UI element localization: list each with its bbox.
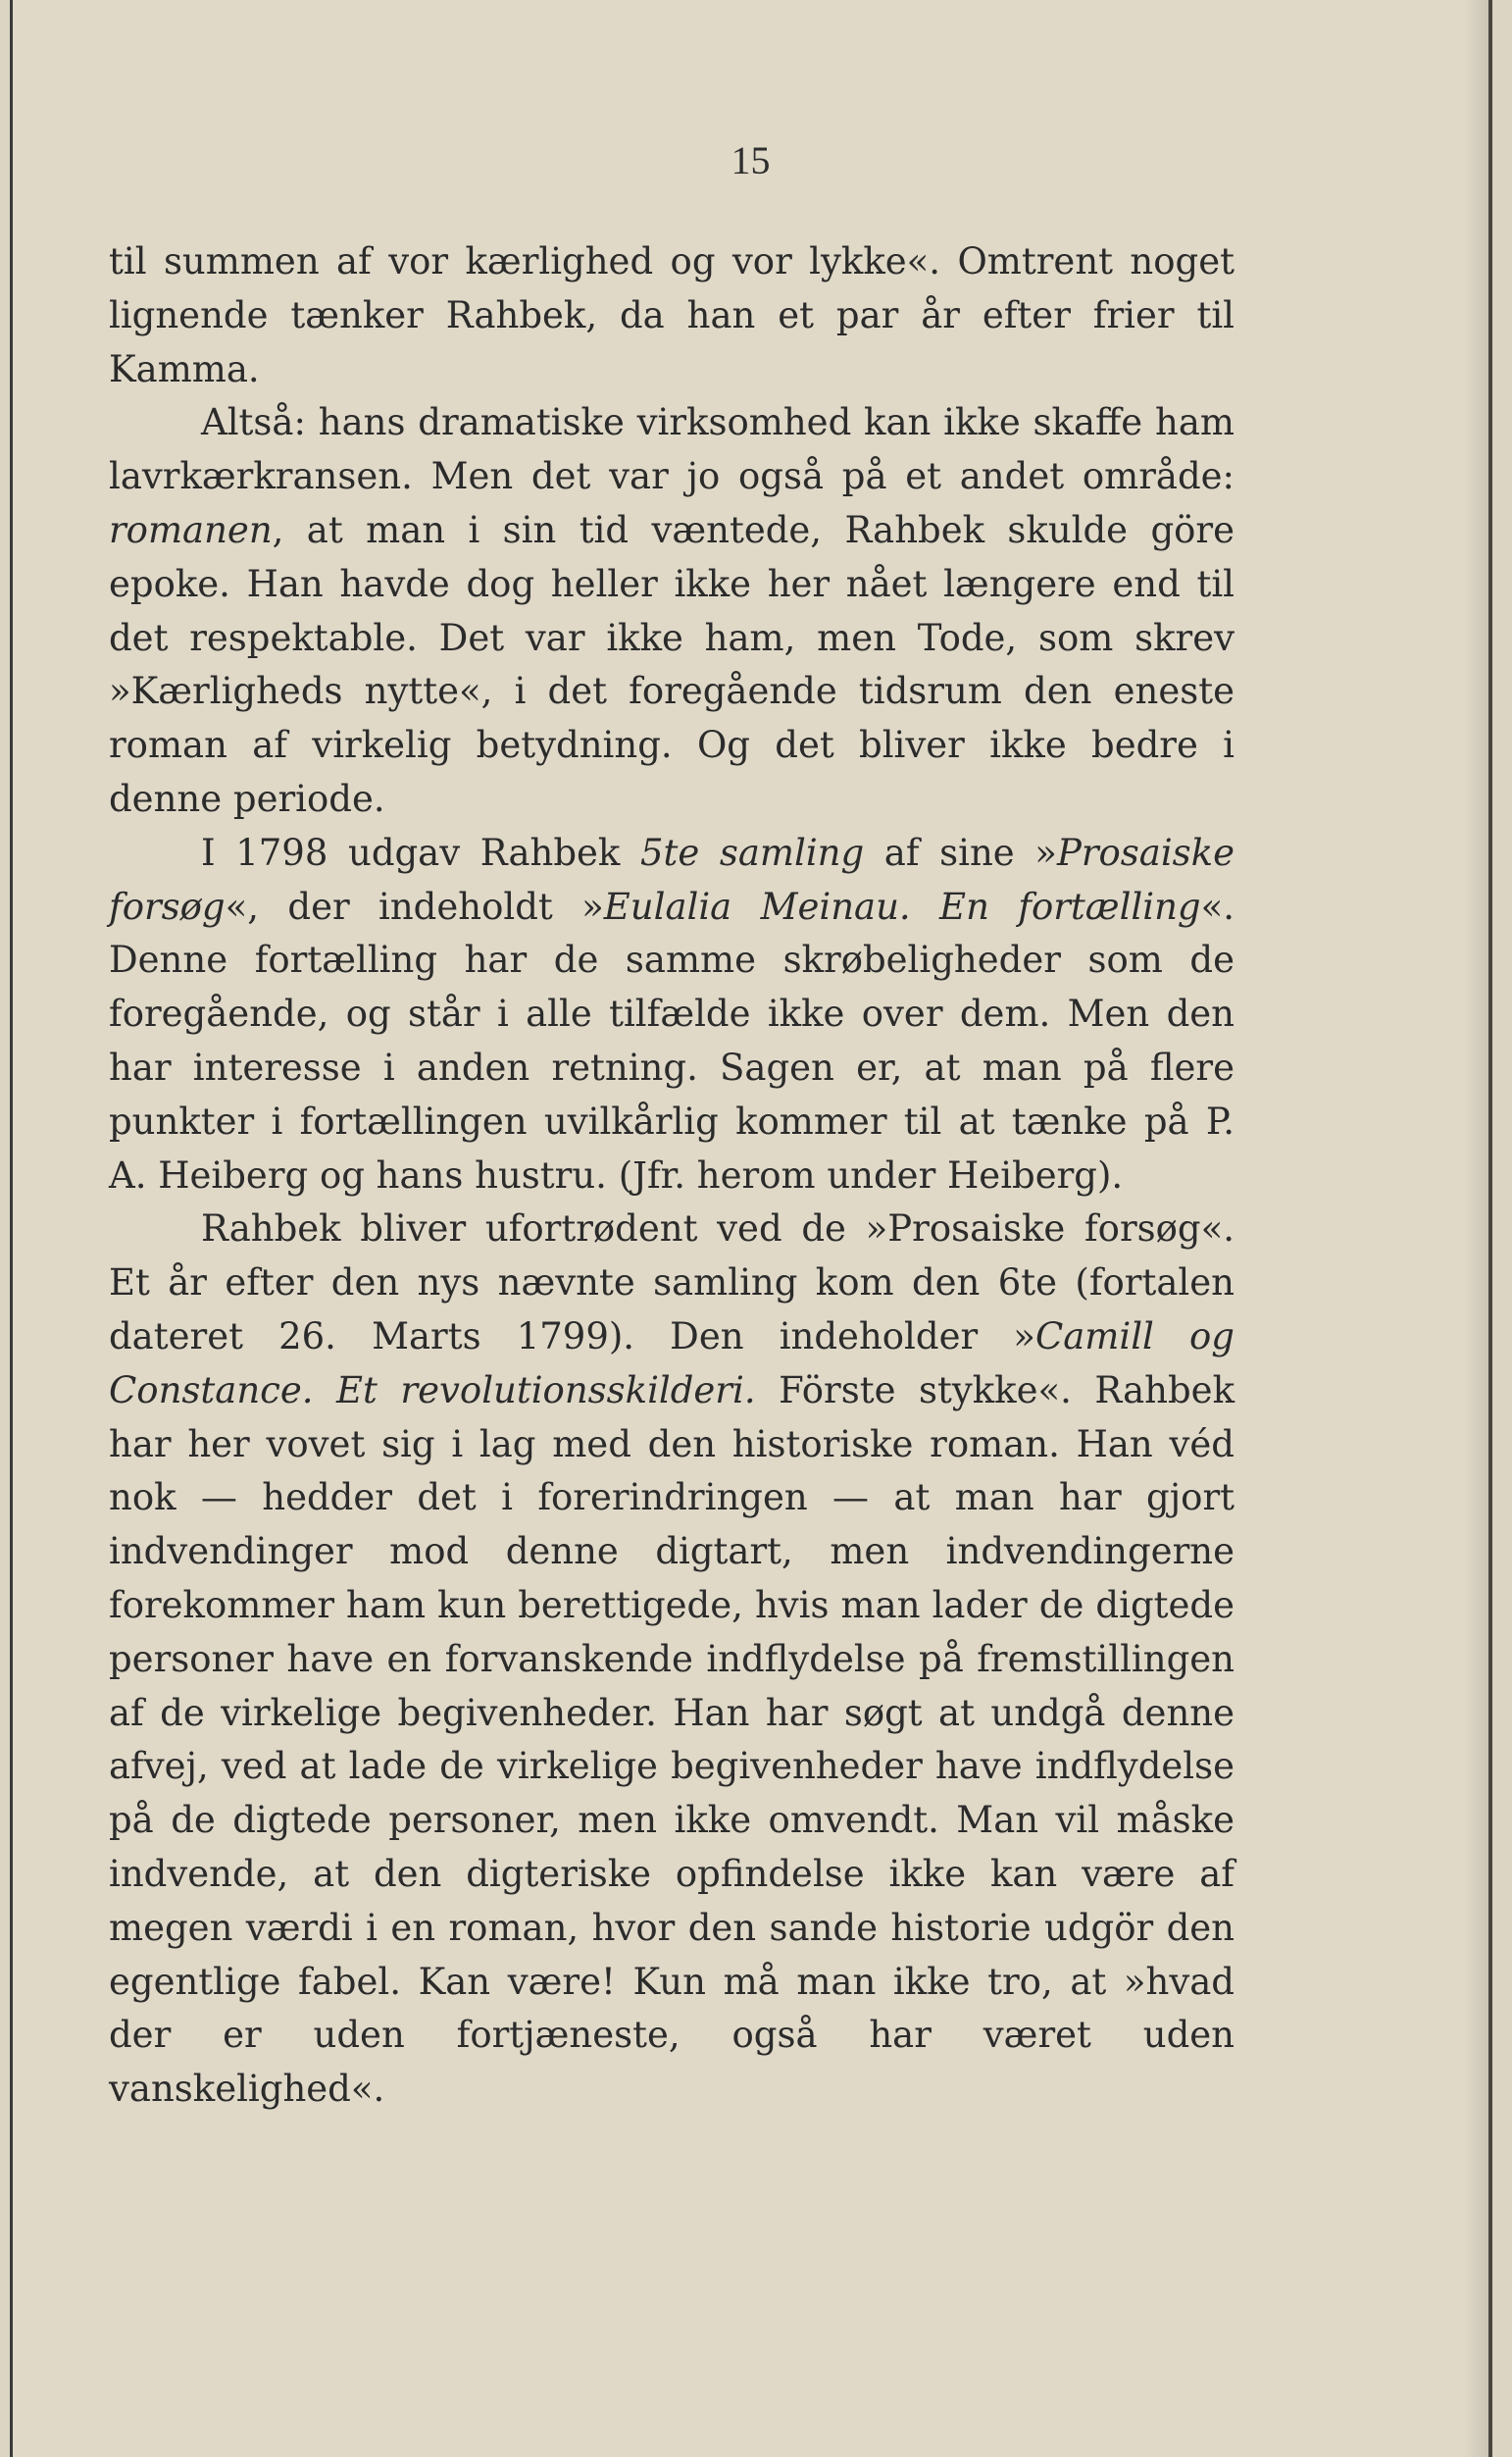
italic-text: Prosaiske forsøg	[109, 831, 1235, 928]
book-page	[10, 0, 1492, 2457]
page-number: 15	[731, 138, 771, 182]
paragraph	[109, 827, 1235, 1203]
text-run: til summen af vor kærlighed og vor lykke«. Omtrent noget lignende tænker Rahbek, da han et par år efter frier til Kamma.	[109, 240, 1235, 390]
italic-text: 5te samling	[639, 831, 865, 874]
text-run: «. Denne fortælling har de samme skrøbeligheder som de foregående, og står i alle tilfælde ikke over dem. Men den har interesse i anden retning. Sagen er, at man på flere punkter i fortællingen uvilkårlig kommer til at tænke på P. A. Heiberg og hans hustru. (Jfr. herom under Heiberg).	[109, 885, 1235, 1197]
body-text	[109, 235, 1235, 2117]
text-run: I 1798 udgav Rahbek	[201, 831, 640, 874]
text-run: , at man i sin tid væntede, Rahbek skulde göre epoke. Han havde dog heller ikke her nået længere end til det respektable. Det var ikke ham, men Tode, som skrev »Kærligheds nytte«, i det foregående tidsrum den eneste roman af virkelig betydning. Og det bliver ikke bedre i denne periode.	[109, 508, 1235, 820]
paragraph	[109, 396, 1235, 826]
text-run: «, der indeholdt »	[225, 885, 604, 928]
italic-text: Camill og Constance. Et revolutionsskilderi.	[109, 1314, 1235, 1411]
italic-text: Eulalia Meinau. En fortælling	[603, 885, 1201, 928]
text-run: Förste stykke«. Rahbek har her vovet sig i lag med den historiske roman. Han véd nok — hedder det i forerindringen — at man har gjort indvendinger mod denne digtart, men indvendingerne forekommer ham kun berettigede, hvis man lader de digtede personer have en forvanskende indflydelse på fremstillingen af de virkelige begivenheder. Han har søgt at undgå denne afvej, ved at lade de virkelige begivenheder have indflydelse på de digtede personer, men ikke omvendt. Man vil måske indvende, at den digteriske opfindelse ikke kan være af megen værdi i en roman, hvor den sande historie udgör den egentlige fabel. Kan være! Kun må man ikke tro, at »hvad der er uden fortjæneste, også har været uden vanskelighed«.	[109, 1368, 1235, 2111]
text-run: Altså: hans dramatiske virksomhed kan ikke skaffe ham lavrkærkransen. Men det var jo også på et andet område:	[109, 401, 1235, 498]
page-edge-shadow	[1465, 0, 1488, 2457]
paragraph	[109, 235, 1235, 396]
italic-text: romanen	[109, 508, 273, 551]
text-run: Rahbek bliver ufortrødent ved de »Prosaiske forsøg«. Et år efter den nys nævnte samling kom den 6te (fortalen dateret 26. Marts 1799). Den indeholder »	[109, 1207, 1235, 1357]
text-run: af sine »	[864, 831, 1057, 874]
paragraph	[109, 1203, 1235, 2117]
